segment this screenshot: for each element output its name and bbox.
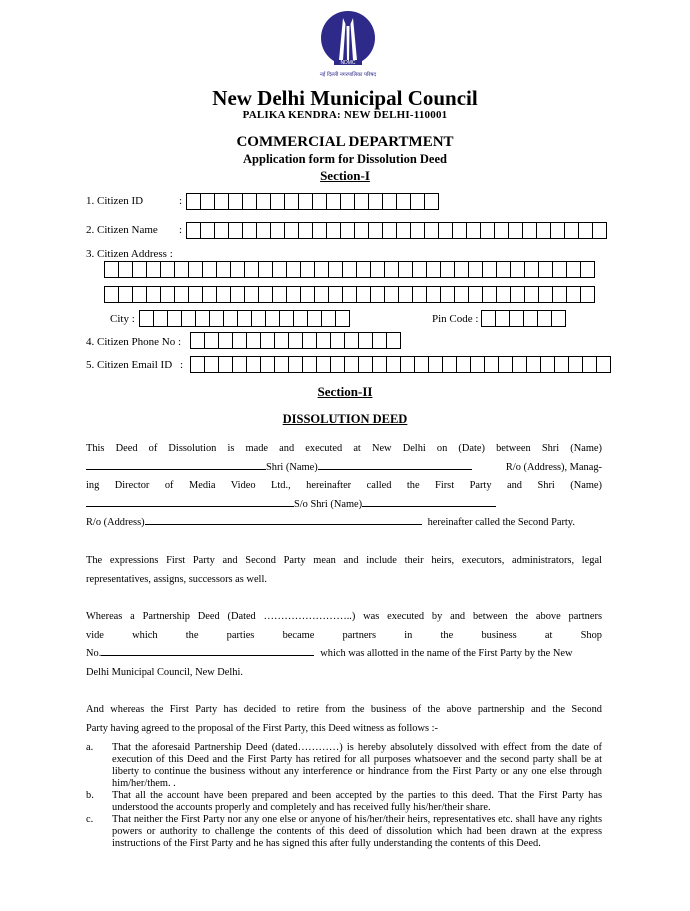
- character-box[interactable]: [230, 261, 245, 278]
- deed-paragraph-3: [86, 608, 602, 682]
- character-box[interactable]: [272, 261, 287, 278]
- colon: :: [180, 359, 184, 371]
- character-box[interactable]: [522, 222, 537, 239]
- character-box[interactable]: [302, 356, 317, 373]
- character-box[interactable]: [190, 332, 205, 349]
- character-box[interactable]: [510, 286, 525, 303]
- character-box[interactable]: [344, 356, 359, 373]
- character-box[interactable]: [104, 261, 119, 278]
- character-box[interactable]: [316, 332, 331, 349]
- character-box[interactable]: [592, 222, 607, 239]
- character-box[interactable]: [232, 332, 247, 349]
- character-box[interactable]: [265, 310, 280, 327]
- character-box[interactable]: [186, 222, 201, 239]
- character-box[interactable]: [510, 261, 525, 278]
- character-box[interactable]: [482, 286, 497, 303]
- character-box[interactable]: [246, 356, 261, 373]
- character-box[interactable]: [386, 356, 401, 373]
- deed-text-line: ing Director of Media Video Ltd., hereinafter called the First Party and Shri (Name): [86, 480, 602, 491]
- deed-paragraph-4: [86, 701, 602, 738]
- character-box[interactable]: [302, 332, 317, 349]
- character-box[interactable]: [340, 193, 355, 210]
- character-box[interactable]: [358, 332, 373, 349]
- citizen-name-label: 2. Citizen Name: [86, 224, 158, 236]
- clause-text: That all the account have been prepared and been accepted by the parties to this deed. That the First Party has understood the accounts properly and completely and has received fully his/her/their share.: [112, 790, 602, 813]
- character-box[interactable]: [566, 286, 581, 303]
- character-box[interactable]: [139, 310, 154, 327]
- character-box[interactable]: [537, 310, 552, 327]
- character-box[interactable]: [160, 286, 175, 303]
- character-box[interactable]: [260, 332, 275, 349]
- character-box[interactable]: [246, 332, 261, 349]
- deed-text-line: Delhi Municipal Council, New Delhi.: [86, 666, 243, 678]
- colon: :: [179, 195, 183, 207]
- character-box[interactable]: [146, 261, 161, 278]
- character-box[interactable]: [466, 222, 481, 239]
- character-box[interactable]: [596, 356, 611, 373]
- character-box[interactable]: [524, 261, 539, 278]
- deed-clause: [86, 742, 602, 790]
- deed-text-line: The expressions First Party and Second Party mean and include their heirs, executors, administrators, legal: [86, 555, 602, 566]
- character-box[interactable]: [495, 310, 510, 327]
- character-box[interactable]: [368, 222, 383, 239]
- character-box[interactable]: [498, 356, 513, 373]
- deed-text-line: And whereas the First Party has decided to retire from the business of the above partnership and the Second: [86, 704, 602, 715]
- character-box[interactable]: [272, 286, 287, 303]
- character-box[interactable]: [480, 222, 495, 239]
- character-box[interactable]: [216, 261, 231, 278]
- character-box[interactable]: [354, 222, 369, 239]
- citizen-id-label: 1. Citizen ID: [86, 195, 144, 207]
- blank-line[interactable]: [86, 459, 266, 470]
- character-box[interactable]: [468, 261, 483, 278]
- character-box[interactable]: [566, 261, 581, 278]
- character-box[interactable]: [186, 193, 201, 210]
- character-box[interactable]: [214, 193, 229, 210]
- character-box[interactable]: [279, 310, 294, 327]
- character-box[interactable]: [400, 356, 415, 373]
- blank-line[interactable]: [145, 514, 422, 525]
- citizen-email-boxes[interactable]: [190, 356, 611, 373]
- pin-code-boxes[interactable]: [481, 310, 566, 327]
- character-box[interactable]: [496, 286, 511, 303]
- character-box[interactable]: [328, 286, 343, 303]
- character-box[interactable]: [223, 310, 238, 327]
- character-box[interactable]: [536, 222, 551, 239]
- character-box[interactable]: [118, 286, 133, 303]
- character-box[interactable]: [396, 193, 411, 210]
- character-box[interactable]: [538, 261, 553, 278]
- character-box[interactable]: [274, 356, 289, 373]
- character-box[interactable]: [132, 261, 147, 278]
- character-box[interactable]: [552, 286, 567, 303]
- character-box[interactable]: [242, 193, 257, 210]
- character-box[interactable]: [442, 356, 457, 373]
- character-box[interactable]: [195, 310, 210, 327]
- character-box[interactable]: [218, 356, 233, 373]
- character-box[interactable]: [218, 332, 233, 349]
- character-box[interactable]: [216, 286, 231, 303]
- character-box[interactable]: [368, 193, 383, 210]
- character-box[interactable]: [551, 310, 566, 327]
- character-box[interactable]: [274, 332, 289, 349]
- character-box[interactable]: [370, 261, 385, 278]
- character-box[interactable]: [237, 310, 252, 327]
- clause-marker: a.: [86, 742, 94, 753]
- character-box[interactable]: [326, 222, 341, 239]
- citizen-address-label: 3. Citizen Address :: [86, 248, 173, 260]
- character-box[interactable]: [386, 332, 401, 349]
- character-box[interactable]: [293, 310, 308, 327]
- character-box[interactable]: [582, 356, 597, 373]
- character-box[interactable]: [580, 261, 595, 278]
- character-box[interactable]: [232, 356, 247, 373]
- character-box[interactable]: [344, 332, 359, 349]
- character-box[interactable]: [382, 193, 397, 210]
- citizen-phone-boxes[interactable]: [190, 332, 401, 349]
- character-box[interactable]: [174, 286, 189, 303]
- deed-text: S/o Shri (Name): [294, 498, 363, 510]
- character-box[interactable]: [284, 222, 299, 239]
- character-box[interactable]: [382, 222, 397, 239]
- character-box[interactable]: [258, 286, 273, 303]
- character-box[interactable]: [132, 286, 147, 303]
- character-box[interactable]: [181, 310, 196, 327]
- character-box[interactable]: [482, 261, 497, 278]
- character-box[interactable]: [468, 286, 483, 303]
- character-box[interactable]: [372, 332, 387, 349]
- deed-text-line: Whereas a Partnership Deed (Dated ……………………..) was executed by and between the above partners: [86, 611, 602, 622]
- character-box[interactable]: [370, 286, 385, 303]
- character-box[interactable]: [300, 261, 315, 278]
- character-box[interactable]: [564, 222, 579, 239]
- character-box[interactable]: [228, 193, 243, 210]
- character-box[interactable]: [428, 356, 443, 373]
- character-box[interactable]: [104, 286, 119, 303]
- character-box[interactable]: [188, 261, 203, 278]
- clause-text: That the aforesaid Partnership Deed (dated…………) is hereby absolutely dissolved with effect from the date of execution of this Deed and the First Party has retired for all purposes whatsoever and the second party shall be at liberty to continue the business without any interference or hindrance from the First Party or any one else through him/her/them. .: [112, 742, 602, 789]
- character-box[interactable]: [251, 310, 266, 327]
- logo-text: NDMC: [340, 60, 356, 66]
- deed-text: R/o (Address), Manag-: [505, 461, 602, 473]
- character-box[interactable]: [286, 261, 301, 278]
- character-box[interactable]: [286, 286, 301, 303]
- character-box[interactable]: [256, 222, 271, 239]
- character-box[interactable]: [160, 261, 175, 278]
- character-box[interactable]: [512, 356, 527, 373]
- character-box[interactable]: [228, 222, 243, 239]
- deed-text: R/o (Address): [86, 517, 145, 528]
- city-boxes[interactable]: [139, 310, 350, 327]
- ndmc-logo: [316, 10, 380, 78]
- character-box[interactable]: [524, 286, 539, 303]
- character-box[interactable]: [307, 310, 322, 327]
- character-box[interactable]: [538, 286, 553, 303]
- deed-title: DISSOLUTION DEED: [282, 412, 408, 426]
- org-name: New Delhi Municipal Council: [212, 86, 478, 110]
- deed-paragraph-1: [86, 440, 602, 533]
- clause-text: That neither the First Party nor any one else or anyone of his/her/their heirs, representatives etc. shall have any rights powers or authority to challenge the contents of this deed of dissolution which had been drawn at the express instructions of the First Party and he has signed this after fully understanding the contents of this Deed.: [112, 814, 602, 849]
- character-box[interactable]: [356, 286, 371, 303]
- org-address: PALIKA KENDRA: NEW DELHI-110001: [242, 109, 448, 121]
- character-box[interactable]: [328, 261, 343, 278]
- character-box[interactable]: [312, 193, 327, 210]
- character-box[interactable]: [209, 310, 224, 327]
- character-box[interactable]: [314, 286, 329, 303]
- character-box[interactable]: [523, 310, 538, 327]
- character-box[interactable]: [204, 332, 219, 349]
- character-box[interactable]: [456, 356, 471, 373]
- character-box[interactable]: [200, 222, 215, 239]
- character-box[interactable]: [200, 193, 215, 210]
- character-box[interactable]: [258, 261, 273, 278]
- citizen-name-boxes[interactable]: [186, 222, 607, 239]
- character-box[interactable]: [356, 261, 371, 278]
- character-box[interactable]: [244, 261, 259, 278]
- character-box[interactable]: [494, 222, 509, 239]
- character-box[interactable]: [167, 310, 182, 327]
- deed-clause: [86, 790, 602, 814]
- section-2-heading: Section-II: [317, 384, 373, 399]
- character-box[interactable]: [330, 356, 345, 373]
- character-box[interactable]: [470, 356, 485, 373]
- pin-code-label: Pin Code :: [432, 313, 479, 325]
- character-box[interactable]: [424, 193, 439, 210]
- character-box[interactable]: [410, 222, 425, 239]
- character-box[interactable]: [118, 261, 133, 278]
- character-box[interactable]: [314, 261, 329, 278]
- logo-hindi-text: नई दिल्ली नगरपालिका परिषद: [319, 72, 377, 78]
- character-box[interactable]: [300, 286, 315, 303]
- deed-text: which was allotted in the name of the First Party by the New: [320, 648, 573, 659]
- deed-paragraph-2: [86, 552, 602, 589]
- section-1-heading: Section-I: [320, 168, 370, 183]
- deed-text-line: representatives, assigns, successors as well.: [86, 573, 267, 585]
- character-box[interactable]: [540, 356, 555, 373]
- character-box[interactable]: [440, 261, 455, 278]
- deed-text-line: vide which the parties became partners in the business at Shop: [86, 629, 602, 641]
- character-box[interactable]: [552, 261, 567, 278]
- blank-line[interactable]: [101, 645, 314, 656]
- character-box[interactable]: [481, 310, 496, 327]
- colon: :: [179, 224, 183, 236]
- character-box[interactable]: [288, 356, 303, 373]
- character-box[interactable]: [454, 286, 469, 303]
- character-box[interactable]: [342, 286, 357, 303]
- character-box[interactable]: [414, 356, 429, 373]
- department-title: COMMERCIAL DEPARTMENT: [236, 134, 454, 150]
- character-box[interactable]: [312, 222, 327, 239]
- character-box[interactable]: [580, 286, 595, 303]
- character-box[interactable]: [146, 286, 161, 303]
- character-box[interactable]: [174, 261, 189, 278]
- character-box[interactable]: [190, 356, 205, 373]
- character-box[interactable]: [550, 222, 565, 239]
- character-box[interactable]: [496, 261, 511, 278]
- character-box[interactable]: [410, 193, 425, 210]
- city-label: City :: [110, 313, 135, 325]
- deed-clause: [86, 814, 602, 850]
- character-box[interactable]: [335, 310, 350, 327]
- citizen-phone-label: 4. Citizen Phone No :: [86, 336, 182, 348]
- address-line-1-boxes[interactable]: [104, 261, 595, 278]
- character-box[interactable]: [202, 286, 217, 303]
- character-box[interactable]: [242, 222, 257, 239]
- deed-text: Shri (Name): [266, 461, 318, 473]
- blank-line[interactable]: [318, 459, 472, 470]
- blank-line[interactable]: [362, 496, 496, 507]
- character-box[interactable]: [578, 222, 593, 239]
- clause-marker: b.: [86, 790, 94, 801]
- character-box[interactable]: [526, 356, 541, 373]
- character-box[interactable]: [372, 356, 387, 373]
- character-box[interactable]: [260, 356, 275, 373]
- character-box[interactable]: [426, 261, 441, 278]
- character-box[interactable]: [342, 261, 357, 278]
- clause-marker: c.: [86, 814, 94, 825]
- character-box[interactable]: [244, 286, 259, 303]
- character-box[interactable]: [424, 222, 439, 239]
- blank-line[interactable]: [86, 496, 294, 507]
- character-box[interactable]: [321, 310, 336, 327]
- address-line-2-boxes[interactable]: [104, 286, 595, 303]
- character-box[interactable]: [188, 286, 203, 303]
- character-box[interactable]: [316, 356, 331, 373]
- character-box[interactable]: [330, 332, 345, 349]
- character-box[interactable]: [438, 222, 453, 239]
- character-box[interactable]: [412, 261, 427, 278]
- character-box[interactable]: [398, 286, 413, 303]
- character-box[interactable]: [426, 286, 441, 303]
- deed-text: hereinafter called the Second Party.: [427, 517, 575, 528]
- character-box[interactable]: [256, 193, 271, 210]
- form-title: Application form for Dissolution Deed: [243, 152, 447, 166]
- citizen-id-boxes[interactable]: [186, 193, 439, 210]
- character-box[interactable]: [284, 193, 299, 210]
- citizen-email-label: 5. Citizen Email ID: [86, 359, 173, 371]
- deed-text: No.: [86, 648, 102, 659]
- character-box[interactable]: [508, 222, 523, 239]
- deed-clauses: [86, 742, 602, 850]
- character-box[interactable]: [204, 356, 219, 373]
- character-box[interactable]: [298, 222, 313, 239]
- character-box[interactable]: [412, 286, 427, 303]
- character-box[interactable]: [396, 222, 411, 239]
- character-box[interactable]: [554, 356, 569, 373]
- character-box[interactable]: [270, 222, 285, 239]
- character-box[interactable]: [384, 286, 399, 303]
- character-box[interactable]: [452, 222, 467, 239]
- character-box[interactable]: [384, 261, 399, 278]
- character-box[interactable]: [454, 261, 469, 278]
- character-box[interactable]: [214, 222, 229, 239]
- character-box[interactable]: [202, 261, 217, 278]
- deed-text-line: Party having agreed to the proposal of the First Party, this Deed witness as follows :-: [86, 722, 438, 734]
- character-box[interactable]: [440, 286, 455, 303]
- character-box[interactable]: [484, 356, 499, 373]
- character-box[interactable]: [340, 222, 355, 239]
- character-box[interactable]: [153, 310, 168, 327]
- character-box[interactable]: [354, 193, 369, 210]
- character-box[interactable]: [270, 193, 285, 210]
- character-box[interactable]: [326, 193, 341, 210]
- character-box[interactable]: [568, 356, 583, 373]
- character-box[interactable]: [288, 332, 303, 349]
- character-box[interactable]: [509, 310, 524, 327]
- deed-text-line: This Deed of Dissolution is made and executed at New Delhi on (Date) between Shri (Name): [86, 443, 602, 454]
- character-box[interactable]: [298, 193, 313, 210]
- character-box[interactable]: [358, 356, 373, 373]
- character-box[interactable]: [230, 286, 245, 303]
- character-box[interactable]: [398, 261, 413, 278]
